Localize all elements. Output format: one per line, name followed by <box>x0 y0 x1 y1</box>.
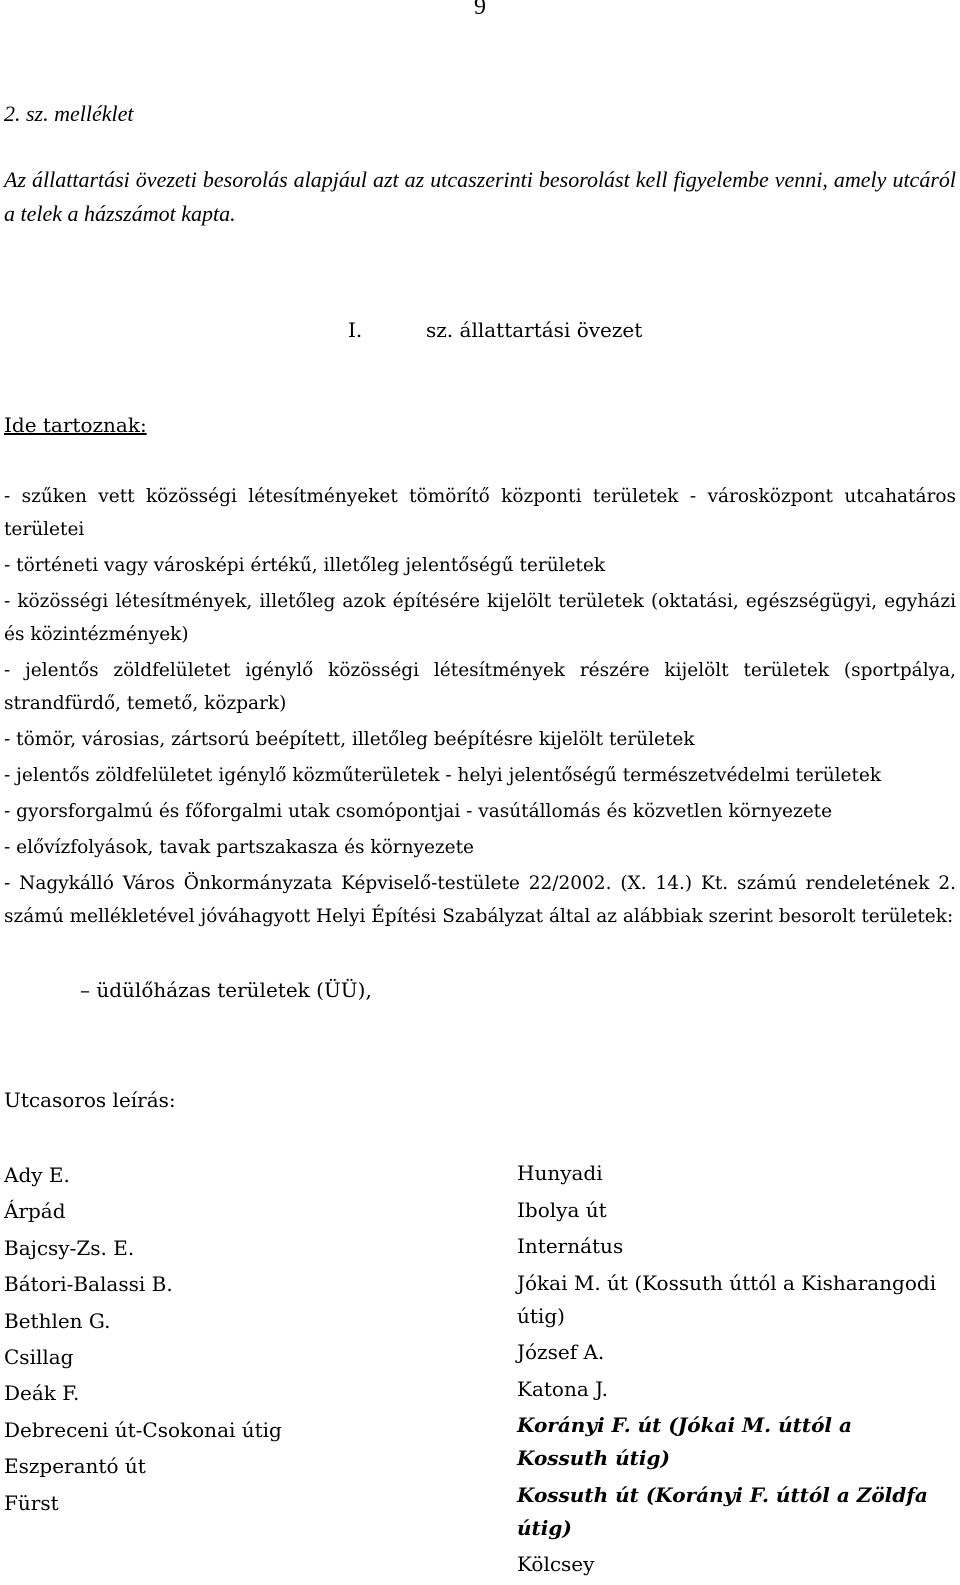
zone-heading-roman: I. <box>348 318 363 342</box>
annex-title: 2. sz. melléklet <box>4 101 134 126</box>
area-list-item: - közösségi létesítmények, illetőleg azok építésére kijelölt területek (oktatási, egészségügyi, egyházi és közintézmények) <box>4 591 956 645</box>
street-item: Katona J. <box>517 1376 608 1401</box>
zone-heading-text: sz. állattartási övezet <box>426 318 643 342</box>
street-item: Internátus <box>517 1234 624 1258</box>
street-item: Kölcsey <box>517 1552 595 1576</box>
street-item: Hunyadi <box>517 1161 603 1185</box>
street-item: Árpád <box>4 1199 66 1224</box>
belongs-label-text: Ide tartoznak: <box>4 413 147 437</box>
street-item: Korányi F. út (Jókai M. úttól a Kossuth útig) <box>517 1413 852 1470</box>
page-number: 9 <box>474 0 486 20</box>
street-item: Csillag <box>4 1344 74 1369</box>
street-item: Jókai M. út (Kossuth úttól a Kisharangodi útig) <box>517 1270 937 1328</box>
intro-paragraph: Az állattartási övezeti besorolás alapjául azt az utcaszerinti besorolást kell figyelembe venni, amely utcáról a telek a házszámot kapta. <box>4 167 956 226</box>
area-list-item: - történeti vagy városképi értékű, illetőleg jelentőségű területek <box>4 555 606 576</box>
area-list-item: - gyorsforgalmú és főforgalmi utak csomópontjai - vasútállomás és közvetlen környezete <box>4 801 833 822</box>
area-list-item: - elővízfolyások, tavak partszakasza és környezete <box>4 837 474 858</box>
street-item: Bajcsy-Zs. E. <box>4 1235 135 1260</box>
street-item: Fürst <box>4 1490 59 1515</box>
belongs-label <box>4 413 147 437</box>
street-item: Eszperantó út <box>4 1454 146 1479</box>
street-item: József A. <box>517 1340 605 1364</box>
street-item: Deák F. <box>4 1381 80 1406</box>
area-list <box>4 480 956 936</box>
street-list-left <box>4 1157 474 1521</box>
street-item: Debreceni út-Csokonai útig <box>4 1417 282 1442</box>
area-list-item: - jelentős zöldfelületet igénylő közműterületek - helyi jelentőségű természetvédelmi területek <box>4 765 882 786</box>
street-item: Ibolya út <box>517 1197 607 1222</box>
street-list-right <box>517 1157 947 1585</box>
vacation-area-item: – üdülőházas területek (ÜÜ), <box>80 978 372 1002</box>
area-list-item: - jelentős zöldfelületet igénylő közösségi létesítmények részére kijelölt területek (sportpálya, strandfürdő, temető, közpark) <box>4 660 956 714</box>
area-list-item: - tömör, városias, zártsorú beépített, illetőleg beépítésre kijelölt területek <box>4 729 695 750</box>
street-item: Kossuth út (Korányi F. úttól a Zöldfa útig) <box>517 1482 928 1540</box>
street-list-label: Utcasoros leírás: <box>4 1088 176 1112</box>
street-item: Bethlen G. <box>4 1308 111 1333</box>
zone-heading <box>348 318 642 342</box>
street-item: Ady E. <box>4 1163 70 1187</box>
area-list-item: - Nagykálló Város Önkormányzata Képviselő-testülete 22/2002. (X. 14.) Kt. számú rendeletének 2. számú mellékletével jóváhagyott Helyi Építési Szabályzat által az alábbiak szerint besorolt területek: <box>4 873 956 927</box>
area-list-item: - szűken vett közösségi létesítményeket tömörítő központi területek - városközpont utcahatáros területei <box>4 486 956 540</box>
street-item: Bátori-Balassi B. <box>4 1272 173 1297</box>
